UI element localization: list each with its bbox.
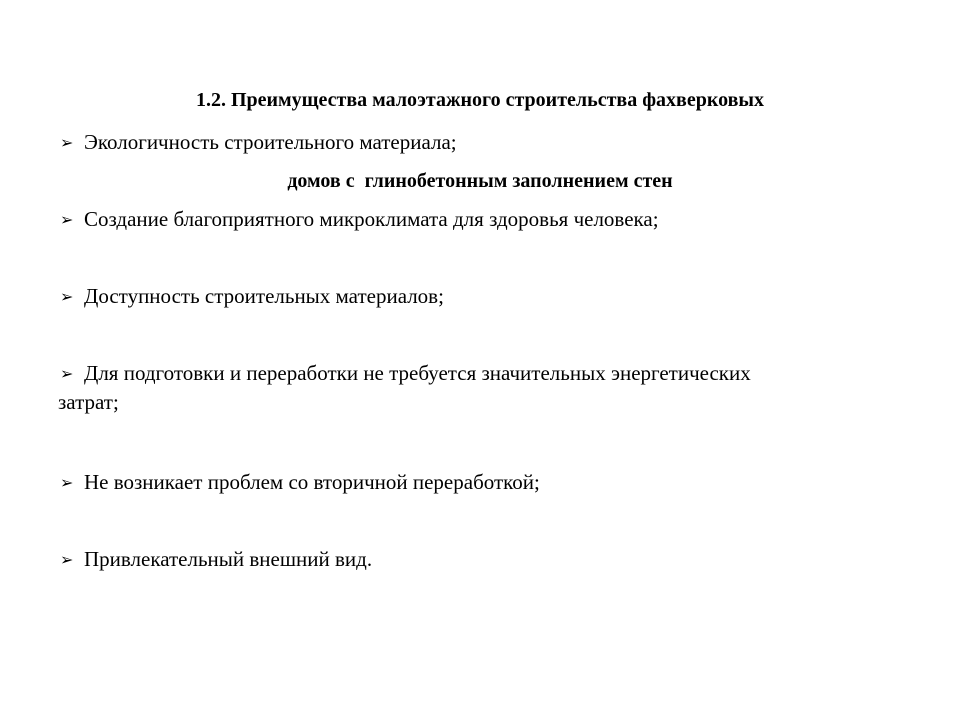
bullet-item-microclimate — [60, 205, 950, 234]
arrow-bullet-icon: ➢ — [60, 364, 74, 383]
arrow-bullet-icon: ➢ — [60, 473, 74, 492]
arrow-bullet-icon: ➢ — [60, 210, 74, 229]
arrow-bullet-icon: ➢ — [60, 133, 74, 152]
bullet-item-ecology — [60, 128, 950, 157]
bullet-text-continuation: затрат; — [58, 390, 119, 414]
arrow-bullet-icon: ➢ — [60, 550, 74, 569]
bullet-item-energy — [60, 359, 950, 416]
bullet-item-appearance — [60, 545, 950, 574]
title-line-1: 1.2. Преимущества малоэтажного строительства фахверковых — [195, 89, 765, 111]
title-line-2: домов с глинобетонным заполнением стен — [287, 170, 673, 192]
bullet-text: Не возникает проблем со вторичной переработкой; — [84, 470, 540, 494]
bullet-text: Привлекательный внешний вид. — [84, 547, 373, 571]
bullet-text: Доступность строительных материалов; — [84, 284, 444, 308]
bullet-text: Создание благоприятного микроклимата для здоровья человека; — [84, 207, 659, 231]
bullet-text: Для подготовки и переработки не требуется значительных энергетических — [84, 361, 751, 385]
bullet-text: Экологичность строительного материала; — [84, 130, 457, 154]
bullet-item-recycling — [60, 468, 950, 497]
arrow-bullet-icon: ➢ — [60, 287, 74, 306]
bullet-item-availability — [60, 282, 950, 311]
